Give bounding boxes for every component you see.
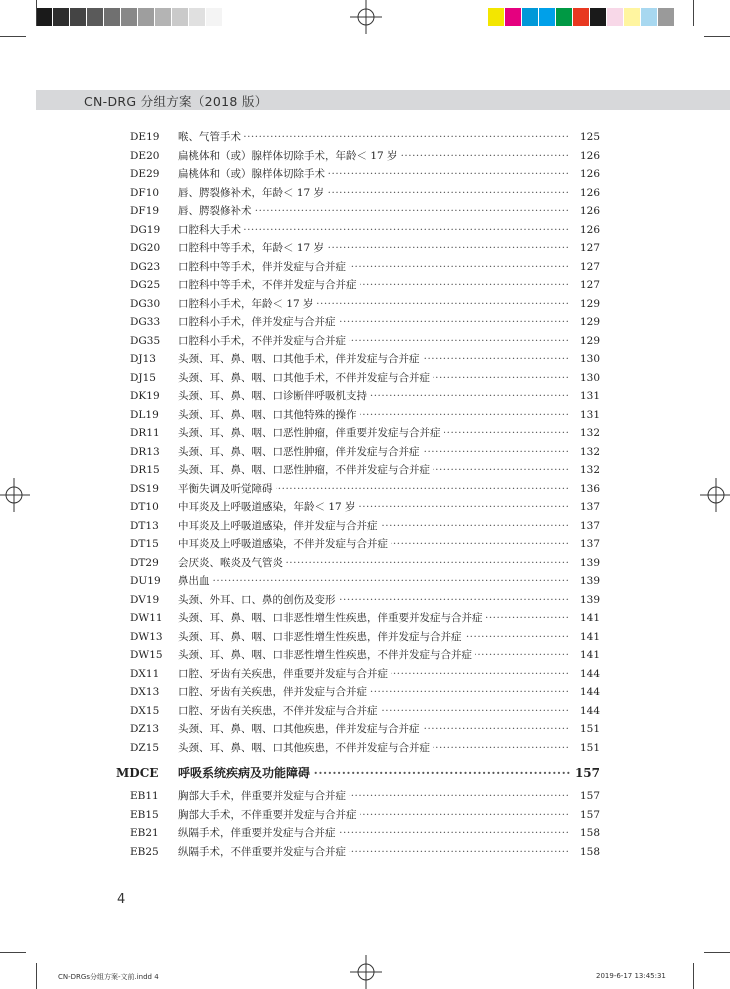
toc-title: 中耳炎及上呼吸道感染，伴并发症与合并症 ·····	[178, 517, 570, 536]
toc-title: 胸部大手术，伴重要并发症与合并症 ·····	[178, 787, 570, 806]
file-slug: CN-DRGs分组方案-文前.indd 4	[58, 973, 159, 981]
toc-title: 头颈、耳、鼻、咽、口恶性肿瘤，伴并发症与合并症 ·····	[178, 443, 570, 462]
crop-mark	[36, 0, 37, 26]
toc-entry-row[interactable]	[96, 387, 606, 406]
toc-code: EB21	[130, 827, 159, 839]
toc-entry-row[interactable]	[96, 147, 606, 166]
toc-page: 137	[579, 519, 600, 532]
crop-mark	[0, 952, 26, 953]
toc-page: 139	[579, 575, 600, 587]
toc-entry-row[interactable]	[96, 535, 606, 554]
toc-title: 中耳炎及上呼吸道感染，年龄＜ 17 岁 ·····	[178, 498, 570, 517]
toc-page: 126	[579, 168, 600, 180]
toc-page: 137	[579, 538, 600, 550]
toc-page: 131	[579, 390, 600, 402]
toc-entry-row[interactable]	[96, 609, 606, 628]
toc-page: 129	[579, 316, 600, 328]
toc-page: 130	[579, 353, 600, 365]
color-swatch	[624, 8, 641, 26]
toc-code: DX13	[130, 686, 160, 698]
toc-entry-row[interactable]	[96, 665, 606, 684]
running-header-title: CN-DRG 分组方案（2018 版）	[84, 94, 268, 109]
toc-title: 会厌炎、喉炎及气管炎 ·····	[178, 554, 570, 573]
toc-title: 鼻出血 ·····	[178, 572, 570, 591]
page-number: 4	[117, 892, 126, 907]
toc-code: DE19	[130, 131, 160, 143]
toc-page: 127	[579, 260, 600, 273]
toc-page: 129	[579, 334, 600, 347]
toc-code: DE20	[130, 149, 160, 162]
color-swatch	[36, 8, 53, 26]
toc-code: DR15	[130, 464, 160, 476]
toc-title: 头颈、耳、鼻、咽、口其他特殊的操作 ·····	[178, 406, 570, 425]
toc-entry-row[interactable]	[96, 221, 606, 240]
toc-title: 口腔科小手术，不伴并发症与合并症 ·····	[178, 332, 570, 351]
toc-page: 126	[579, 149, 600, 162]
toc-page: 127	[579, 279, 600, 291]
toc-code: DT15	[130, 538, 159, 550]
toc-page: 158	[579, 845, 600, 858]
toc-page: 157	[579, 790, 600, 802]
toc-title: 唇、腭裂修补术，年龄＜ 17 岁 ·····	[178, 184, 570, 203]
toc-code: DW15	[130, 649, 163, 661]
toc-title: 扁桃体和（或）腺样体切除手术 ·····	[178, 165, 570, 184]
toc-code: DV19	[130, 593, 160, 606]
crop-mark	[704, 952, 730, 953]
toc-entry-row[interactable]	[96, 461, 606, 480]
toc-page: 158	[579, 827, 600, 839]
toc-title: 头颈、耳、鼻、咽、口非恶性增生性疾患，伴并发症与合并症 ·····	[178, 628, 570, 647]
toc-title: 口腔、牙齿有关疾患，不伴并发症与合并症 ·····	[178, 702, 570, 721]
toc-title: 口腔科中等手术，伴并发症与合并症 ·····	[178, 258, 570, 277]
toc-code: DR13	[130, 445, 160, 458]
toc-entry-row[interactable]	[96, 424, 606, 443]
color-swatch	[573, 8, 590, 26]
toc-entry-row[interactable]	[96, 406, 606, 425]
toc-title: 喉、气管手术 ·····	[178, 128, 570, 147]
toc-page: 144	[579, 667, 600, 680]
toc-page: 139	[579, 593, 600, 606]
toc-page: 127	[579, 242, 600, 254]
toc-code: MDCE	[116, 766, 159, 780]
toc-page: 151	[579, 741, 600, 754]
toc-page: 130	[579, 371, 600, 384]
toc-code: DT13	[130, 519, 159, 532]
toc-page: 157	[579, 808, 600, 821]
toc-code: DZ15	[130, 741, 160, 754]
toc-code: DE29	[130, 168, 160, 180]
toc-code: DR11	[130, 427, 160, 439]
toc-code: EB11	[130, 790, 159, 802]
toc-title: 头颈、耳、鼻、咽、口其他手术，不伴并发症与合并症 ·····	[178, 369, 570, 388]
registration-mark-icon	[350, 955, 382, 989]
toc-entry-row[interactable]	[96, 443, 606, 462]
toc-page: 132	[579, 464, 600, 476]
toc-page: 141	[579, 649, 600, 661]
toc-page: 131	[579, 408, 600, 421]
toc-page: 157	[574, 766, 600, 780]
toc-code: DW13	[130, 630, 163, 643]
toc-title: 呼吸系统疾病及功能障碍 ·····	[178, 761, 570, 785]
toc-entry-row[interactable]	[96, 702, 606, 721]
toc-page: 125	[579, 131, 600, 143]
color-swatch	[539, 8, 556, 26]
toc-code: DZ13	[130, 723, 160, 735]
color-swatch	[70, 8, 87, 26]
toc-entry-row[interactable]	[96, 184, 606, 203]
toc-title: 头颈、耳、鼻、咽、口其他手术，伴并发症与合并症 ·····	[178, 350, 570, 369]
toc-entry-row[interactable]	[96, 295, 606, 314]
toc-title: 胸部大手术，不伴重要并发症与合并症 ·····	[178, 806, 570, 825]
toc-code: DT10	[130, 501, 159, 513]
color-swatch	[87, 8, 104, 26]
toc-title: 平衡失调及听觉障碍 ·····	[178, 480, 570, 499]
toc-title: 口腔、牙齿有关疾患，伴重要并发症与合并症 ·····	[178, 665, 570, 684]
crop-mark	[36, 963, 37, 989]
toc-page: 129	[579, 297, 600, 310]
crop-mark	[693, 0, 694, 26]
toc-entry-row[interactable]	[96, 787, 606, 806]
toc-entry-row[interactable]	[96, 806, 606, 825]
toc-title: 口腔科小手术，年龄＜ 17 岁 ·····	[178, 295, 570, 314]
toc-code: EB15	[130, 808, 159, 821]
toc-title: 头颈、耳、鼻、咽、口恶性肿瘤，不伴并发症与合并症 ·····	[178, 461, 570, 480]
color-swatch	[658, 8, 675, 26]
table-of-contents	[96, 128, 606, 861]
toc-entry-row[interactable]	[96, 720, 606, 739]
toc-entry-row[interactable]	[96, 276, 606, 295]
color-swatch	[522, 8, 539, 26]
toc-page: 141	[579, 630, 600, 643]
toc-entry-row[interactable]	[96, 498, 606, 517]
toc-code: DF19	[130, 205, 160, 217]
toc-entry-row[interactable]	[96, 128, 606, 147]
toc-page: 139	[579, 556, 600, 569]
toc-page: 141	[579, 612, 600, 624]
toc-code: DG33	[130, 316, 161, 328]
toc-code: DX15	[130, 704, 160, 717]
color-swatch	[556, 8, 573, 26]
toc-title: 唇、腭裂修补术 ·····	[178, 202, 570, 221]
toc-code: DG30	[130, 297, 161, 310]
toc-code: DS19	[130, 482, 159, 495]
registration-mark-icon	[0, 478, 30, 512]
crop-mark	[704, 36, 730, 37]
toc-page: 137	[579, 501, 600, 513]
toc-code: EB25	[130, 845, 159, 858]
toc-title: 头颈、耳、鼻、咽、口其他疾患，伴并发症与合并症 ·····	[178, 720, 570, 739]
toc-entry-row[interactable]	[96, 572, 606, 591]
toc-entry-row[interactable]	[96, 683, 606, 702]
toc-code: DL19	[130, 408, 159, 421]
toc-page: 132	[579, 427, 600, 439]
toc-title: 口腔科大手术 ·····	[178, 221, 570, 240]
toc-entry-row[interactable]	[96, 313, 606, 332]
toc-entry-row[interactable]	[96, 239, 606, 258]
toc-entry-row[interactable]	[96, 843, 606, 862]
color-swatch	[206, 8, 223, 26]
toc-page: 126	[579, 223, 600, 236]
color-swatch	[155, 8, 172, 26]
registration-mark-icon	[700, 478, 730, 512]
crop-mark	[0, 36, 26, 37]
toc-title: 头颈、耳、鼻、咽、口非恶性增生性疾患，伴重要并发症与合并症 ·····	[178, 609, 570, 628]
toc-title: 扁桃体和（或）腺样体切除手术，年龄＜ 17 岁 ·····	[178, 147, 570, 166]
color-swatch	[121, 8, 138, 26]
toc-title: 口腔科小手术，伴并发症与合并症 ·····	[178, 313, 570, 332]
toc-title: 口腔科中等手术，年龄＜ 17 岁 ·····	[178, 239, 570, 258]
toc-code: DF10	[130, 186, 160, 199]
toc-title: 头颈、耳、鼻、咽、口诊断伴呼吸机支持 ·····	[178, 387, 570, 406]
toc-title: 口腔科中等手术，不伴并发症与合并症 ·····	[178, 276, 570, 295]
toc-title: 头颈、耳、鼻、咽、口恶性肿瘤，伴重要并发症与合并症 ·····	[178, 424, 570, 443]
toc-entry-row[interactable]	[96, 258, 606, 277]
toc-title: 口腔、牙齿有关疾患，伴并发症与合并症 ·····	[178, 683, 570, 702]
toc-title: 中耳炎及上呼吸道感染，不伴并发症与合并症 ·····	[178, 535, 570, 554]
toc-entry-row[interactable]	[96, 165, 606, 184]
color-swatch	[53, 8, 70, 26]
process-color-bar	[488, 8, 675, 26]
toc-page: 126	[579, 186, 600, 199]
toc-code: DJ13	[130, 353, 156, 365]
toc-title: 纵隔手术，伴重要并发症与合并症 ·····	[178, 824, 570, 843]
color-swatch	[505, 8, 522, 26]
color-swatch	[172, 8, 189, 26]
toc-code: DW11	[130, 612, 163, 624]
color-swatch	[607, 8, 624, 26]
toc-entry-row[interactable]	[96, 332, 606, 351]
toc-page: 144	[579, 704, 600, 717]
registration-mark-icon	[350, 0, 382, 34]
toc-page: 132	[579, 445, 600, 458]
toc-section-row[interactable]	[96, 761, 606, 785]
toc-code: DU19	[130, 575, 161, 587]
toc-entry-row[interactable]	[96, 517, 606, 536]
toc-page: 126	[579, 205, 600, 217]
toc-code: DG23	[130, 260, 161, 273]
toc-entry-row[interactable]	[96, 202, 606, 221]
crop-mark	[693, 963, 694, 989]
color-swatch	[590, 8, 607, 26]
toc-entry-row[interactable]	[96, 646, 606, 665]
toc-page: 144	[579, 686, 600, 698]
color-swatch	[189, 8, 206, 26]
toc-entry-row[interactable]	[96, 739, 606, 758]
toc-page: 151	[579, 723, 600, 735]
toc-title: 头颈、耳、鼻、咽、口非恶性增生性疾患，不伴并发症与合并症 ·····	[178, 646, 570, 665]
toc-entry-row[interactable]	[96, 369, 606, 388]
color-swatch	[488, 8, 505, 26]
color-swatch	[104, 8, 121, 26]
color-swatch	[641, 8, 658, 26]
toc-entry-row[interactable]	[96, 554, 606, 573]
toc-entry-row[interactable]	[96, 480, 606, 499]
toc-entry-row[interactable]	[96, 824, 606, 843]
color-swatch	[138, 8, 155, 26]
toc-code: DG19	[130, 223, 161, 236]
toc-entry-row[interactable]	[96, 628, 606, 647]
toc-entry-row[interactable]	[96, 350, 606, 369]
toc-page: 136	[579, 482, 600, 495]
toc-code: DX11	[130, 667, 160, 680]
toc-title: 头颈、外耳、口、鼻的创伤及变形 ·····	[178, 591, 570, 610]
toc-entry-row[interactable]	[96, 591, 606, 610]
toc-code: DT29	[130, 556, 159, 569]
toc-code: DJ15	[130, 371, 156, 384]
toc-title: 纵隔手术，不伴重要并发症与合并症 ·····	[178, 843, 570, 862]
toc-code: DK19	[130, 390, 160, 402]
print-timestamp: 2019-6-17 13:45:31	[596, 972, 666, 980]
grayscale-color-bar	[36, 8, 223, 26]
toc-code: DG25	[130, 279, 161, 291]
toc-code: DG35	[130, 334, 161, 347]
toc-title: 头颈、耳、鼻、咽、口其他疾患，不伴并发症与合并症 ·····	[178, 739, 570, 758]
toc-code: DG20	[130, 242, 161, 254]
